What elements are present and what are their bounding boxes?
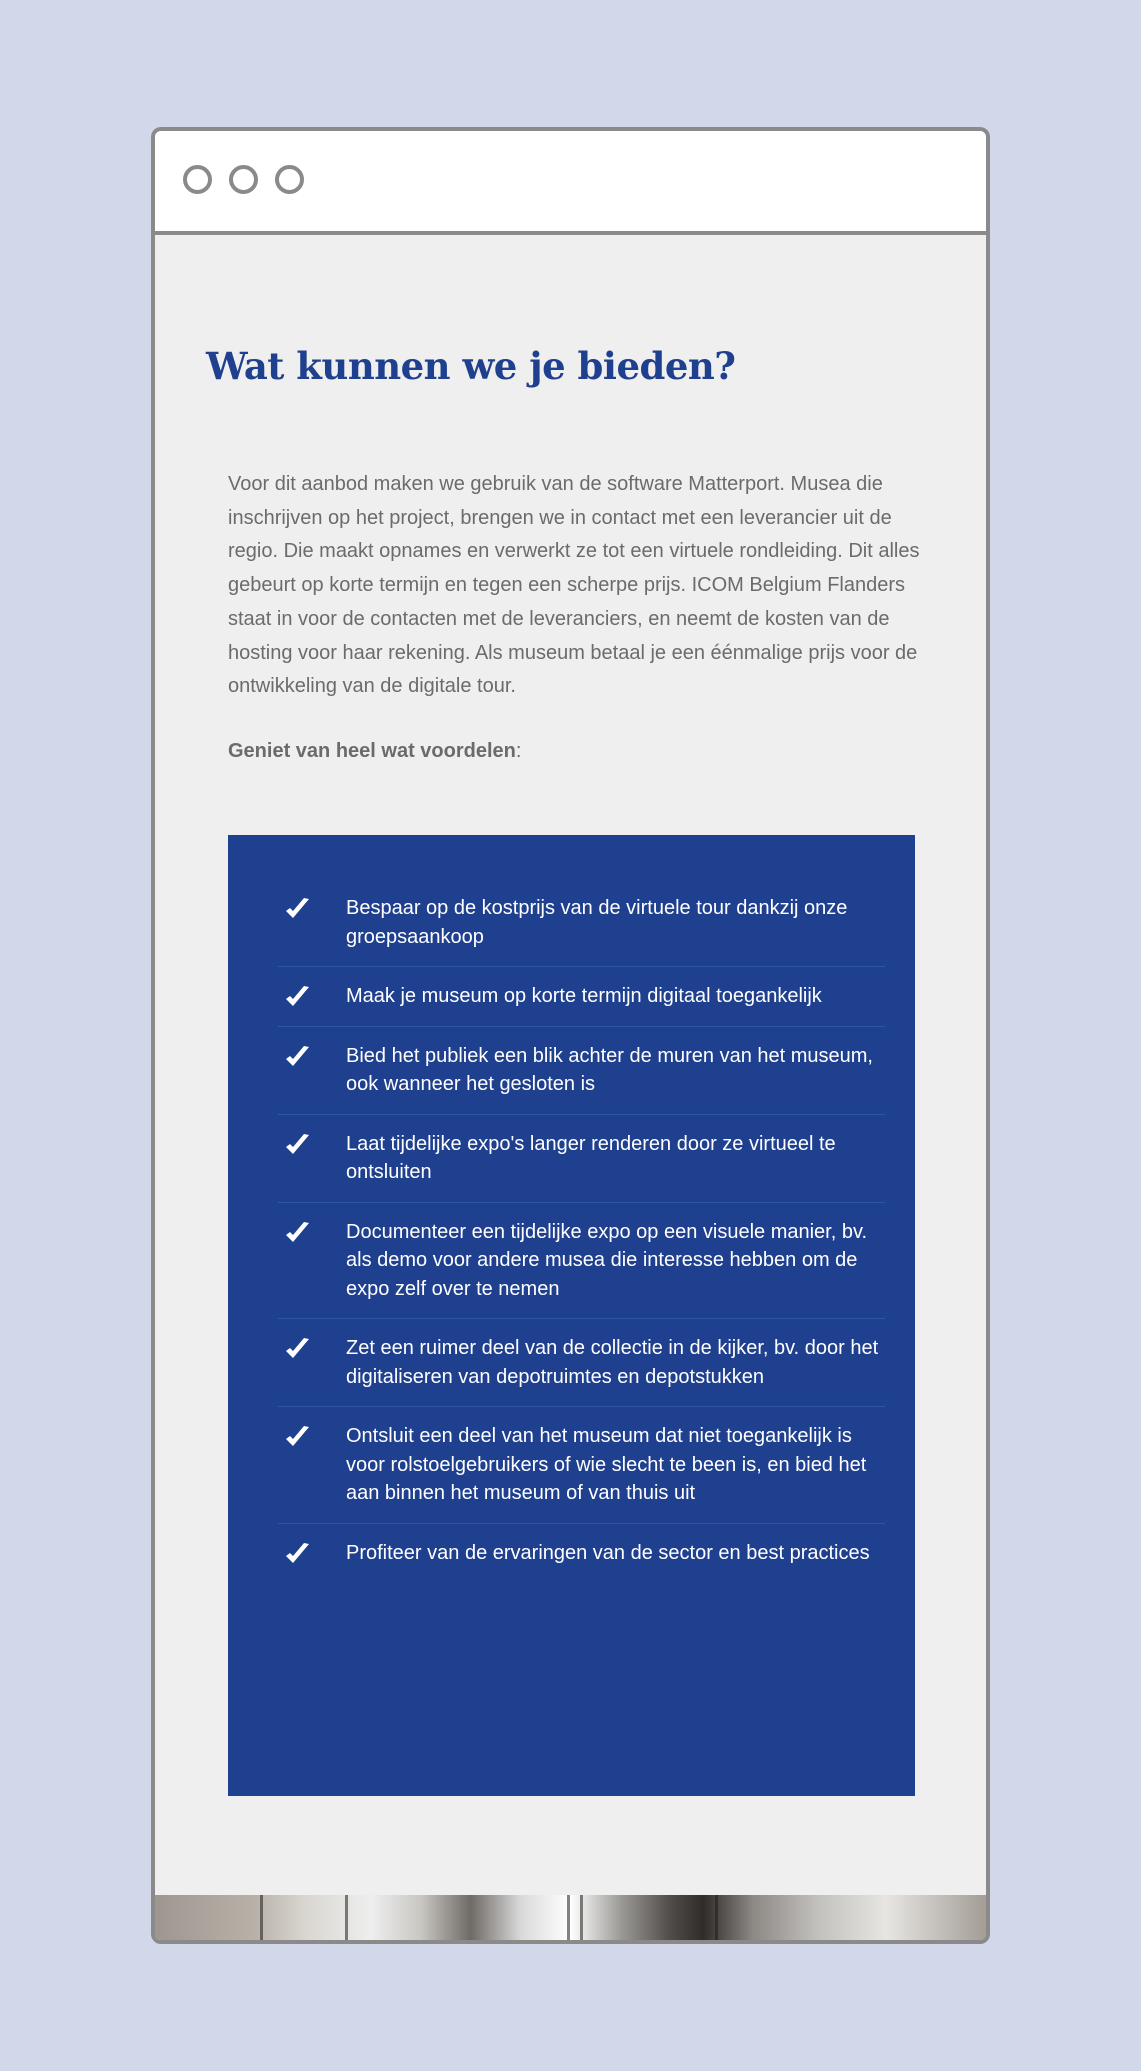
benefit-item (278, 967, 885, 1027)
checkmark-icon (278, 894, 346, 922)
benefit-text: Ontsluit een deel van het museum dat niet toegankelijk is voor rolstoelgebruikers of wie slecht te been is, en bied het aan binnen het museum of van thuis uit (346, 1425, 867, 1504)
browser-window (151, 127, 990, 1944)
section-heading: Wat kunnen we je bieden? (206, 344, 736, 388)
checkmark-icon (278, 1422, 346, 1450)
checkmark-icon (278, 982, 346, 1010)
benefit-text: Maak je museum op korte termijn digitaal toegankelijk (346, 985, 822, 1007)
perks-label (228, 740, 521, 763)
checkmark-icon (278, 1334, 346, 1362)
benefit-text: Profiteer van de ervaringen van de sector en best practices (346, 1541, 870, 1564)
window-close-button[interactable] (183, 165, 212, 194)
benefit-text: Bied het publiek een blik achter de muren van het museum, ook wanneer het gesloten is (346, 1044, 873, 1095)
benefit-item (278, 1027, 885, 1115)
checkmark-icon (278, 1042, 346, 1070)
checkmark-icon (278, 1130, 346, 1158)
intro-paragraph: Voor dit aanbod maken we gebruik van de software Matterport. Musea die inschrijven op het project, brengen we in contact met een leverancier uit de regio. Die maakt opnames en verwerkt ze tot een virtuele rondleiding. Dit alles gebeurt op korte termijn en tegen een scherpe prijs. ICOM Belgium Flanders staat in voor de contacten met de leveranciers, en neemt de kosten van de hosting voor haar rekening. Als museum betaal je een éénmalige prijs voor de ontwikkeling van de digitale tour. (228, 473, 920, 698)
benefit-item (278, 1407, 885, 1524)
benefit-text: Laat tijdelijke expo's langer renderen door ze virtueel te ontsluiten (346, 1132, 836, 1183)
benefit-text: Documenteer een tijdelijke expo op een visuele manier, bv. als demo voor andere musea die interesse hebben om de expo zelf over te nemen (346, 1220, 868, 1300)
benefit-item (278, 1524, 885, 1583)
benefit-text: Zet een ruimer deel van de collectie in de kijker, bv. door het digitaliseren van depotruimtes en depotstukken (346, 1337, 879, 1388)
footer-photo-strip (155, 1895, 986, 1940)
checkmark-icon (278, 1218, 346, 1246)
checkmark-icon (278, 1539, 346, 1567)
window-maximize-button[interactable] (275, 165, 304, 194)
window-titlebar (155, 131, 986, 235)
perks-label-bold: Geniet van heel wat voordelen (228, 740, 516, 762)
benefit-item (278, 1203, 885, 1320)
perks-label-colon: : (515, 740, 522, 762)
benefit-item (278, 894, 885, 967)
window-minimize-button[interactable] (229, 165, 258, 194)
benefit-item (278, 1319, 885, 1407)
benefit-text: Bespaar op de kostprijs van de virtuele tour dankzij onze groepsaankoop (346, 897, 848, 948)
benefits-panel (228, 835, 915, 1796)
benefit-item (278, 1115, 885, 1203)
